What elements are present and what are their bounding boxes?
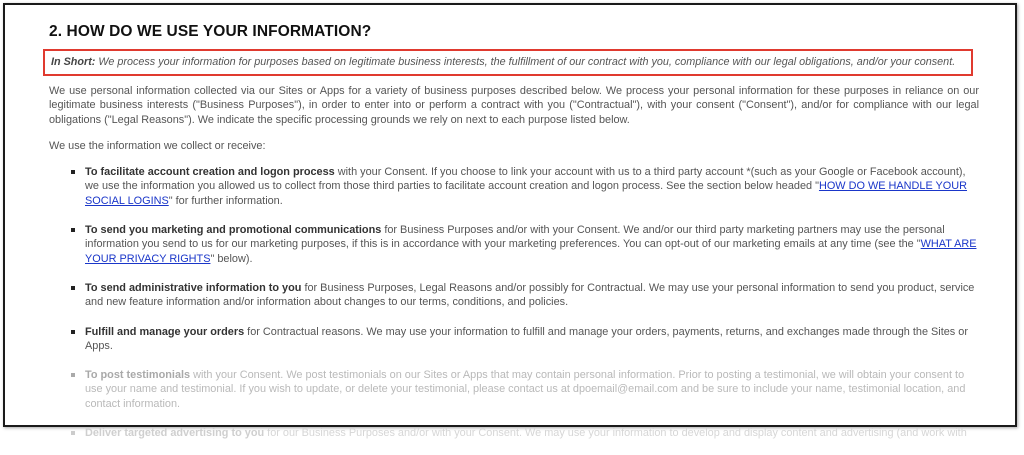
lead-paragraph: We use the information we collect or receive: [49, 139, 266, 152]
list-item [49, 281, 979, 310]
privacy-rights-link[interactable]: WHAT ARE YOUR PRIVACY RIGHTS [85, 238, 977, 265]
social-logins-link[interactable]: HOW DO WE HANDLE YOUR SOCIAL LOGINS [85, 180, 968, 207]
item-title: Fulfill and manage your orders [85, 325, 245, 338]
item-text: for Business Purposes, Legal Reasons and/or possibly for Contractual. We may use your personal information to send you product, service and new feature information and/or information about changes to our terms, conditions, and policies. [85, 281, 975, 309]
bullet-icon [71, 228, 75, 232]
bullet-icon [71, 330, 75, 334]
bullet-icon [71, 170, 75, 174]
item-text: for Business Purposes and/or with your Consent. We and/or our third party marketing partners may use the personal information you send to us for our marketing purposes, if this is in accordance with your marketing preferences. You can opt-out of our marketing emails at any time (see the " [85, 224, 945, 251]
bullet-icon [71, 286, 75, 290]
purpose-list [49, 165, 979, 440]
document-frame [3, 3, 1017, 440]
item-text: for our Business Purposes and/or with your Consent. We may use your information to develop and display content and advertising (and work with [264, 427, 967, 440]
list-item [49, 368, 979, 411]
intro-paragraph: We use personal information collected via our Sites or Apps for a variety of business purposes described below. We process your personal information for these purposes in reliance on our legitimate business interests ("Business Purposes"), in order to enter into or perform a contract with you ("Contractual"), with your consent ("Consent"), and/or for compliance with our legal obligations ("Legal Reasons"). We indicate the specific processing grounds we rely on next to each purpose listed below. [49, 85, 979, 126]
item-title: To send administrative information to you [85, 281, 302, 294]
item-title: To facilitate account creation and logon process [85, 166, 335, 179]
in-short-text: We process your information for purposes based on legitimate business interests, the fulfillment of our contract with you, compliance with our legal obligations, and/or your consent. [95, 56, 956, 68]
item-title: To send you marketing and promotional communications [85, 224, 382, 237]
item-text: with your Consent. If you choose to link your account with us to a third party account *(such as your Google or Facebook account), we use the information you allowed us to collect from those third parties to facilitate account creation and logon process. See the section below headed " [85, 166, 966, 193]
item-text-after: " below). [210, 252, 253, 265]
item-title: To post testimonials [85, 369, 191, 382]
list-item [49, 325, 979, 354]
document-content [49, 23, 979, 455]
item-text-after: " for further information. [168, 194, 283, 207]
item-title: Deliver targeted advertising to you [85, 427, 265, 440]
item-text: with your Consent. We post testimonials on our Sites or Apps that may contain personal information. Prior to posting a testimonial, we will obtain your consent to use your name and testimonial. If you wish to update, or delete your testimonial, please contact us at dpoemail@email.com and be sure to include your name, testimonial location, and contact information. [85, 369, 966, 410]
in-short-highlight [43, 49, 973, 76]
section-heading: 2. HOW DO WE USE YOUR INFORMATION? [49, 23, 372, 40]
item-text: for Contractual reasons. We may use your information to fulfill and manage your orders, payments, returns, and exchanges made through the Sites or Apps. [85, 325, 968, 352]
list-item [49, 165, 979, 208]
list-item [49, 223, 979, 266]
list-item [49, 426, 979, 440]
bullet-icon [71, 431, 75, 435]
bullet-icon [71, 373, 75, 377]
in-short-label: In Short: [51, 56, 96, 68]
